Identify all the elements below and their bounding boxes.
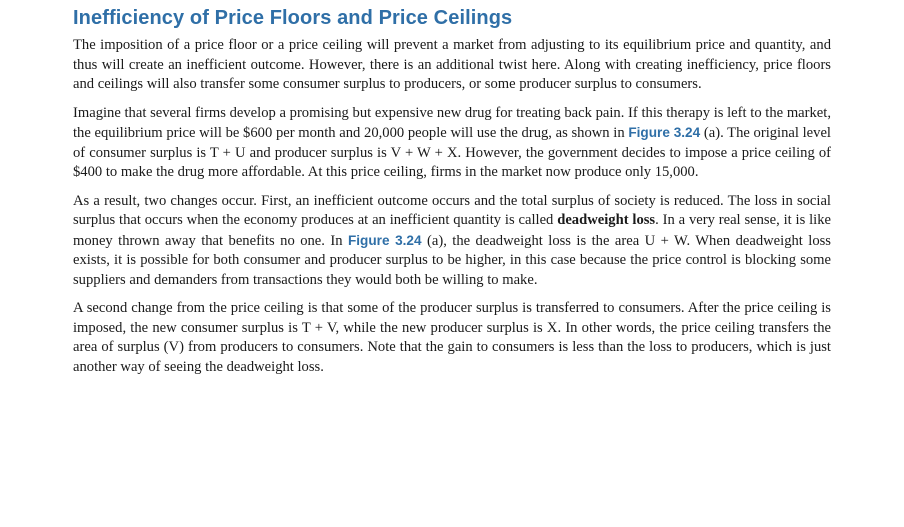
paragraph-4 bbox=[73, 299, 831, 377]
paragraph-2-text-after-link: (a). The original level of consumer surplus is T + U and producer surplus is V + W + X. However, the government decides to impose a price ceiling of $400 to make the drug more affordable. At this price ceiling, firms in the market now produce only 15,000. bbox=[73, 125, 831, 180]
document-page bbox=[73, 6, 831, 386]
paragraph-3 bbox=[73, 192, 831, 291]
paragraph-2 bbox=[73, 104, 831, 183]
paragraph-1-text: The imposition of a price floor or a price ceiling will prevent a market from adjusting to its equilibrium price and quantity, and thus will create an inefficient outcome. However, there is an additional twist here. Along with creating inefficiency, price floors and ceilings will also transfer some consumer surplus to producers, or some producer surplus to consumers. bbox=[73, 37, 831, 92]
key-term-deadweight-loss: deadweight loss bbox=[557, 212, 656, 228]
paragraph-2-text-before-link: Imagine that several firms develop a promising but expensive new drug for treating back pain. If this therapy is left to the market, the equilibrium price will be $600 per month and 20,000 people will use the drug, as shown in bbox=[73, 104, 831, 141]
paragraph-1 bbox=[73, 36, 831, 95]
section-title: Inefficiency of Price Floors and Price Ceilings bbox=[73, 7, 513, 29]
paragraph-3-text-before-bold: As a result, two changes occur. First, an inefficient outcome occurs and the total surplus of society is reduced. The loss in social surplus that occurs when the economy produces at an inefficient quantity is called bbox=[73, 192, 831, 228]
paragraph-3-text-after-bold: . In a very real sense, it is like money thrown away that benefits no one. In bbox=[73, 212, 831, 249]
figure-link[interactable]: Figure 3.24 bbox=[628, 125, 701, 140]
paragraph-4-text: A second change from the price ceiling is that some of the producer surplus is transferred to consumers. After the price ceiling is imposed, the new consumer surplus is T + V, while the new producer surplus is X. In other words, the price ceiling transfers the area of surplus (V) from producers to consumers. Note that the gain to consumers is less than the loss to producers, which is just another way of seeing the deadweight loss. bbox=[73, 300, 831, 375]
paragraph-3-text-after-link: (a), the deadweight loss is the area U + W. When deadweight loss exists, it is possible for both consumer and producer surplus to be higher, in this case because the price control is blocking some suppliers and demanders from transactions they would both be willing to make. bbox=[73, 232, 831, 288]
figure-link[interactable]: Figure 3.24 bbox=[347, 232, 422, 248]
